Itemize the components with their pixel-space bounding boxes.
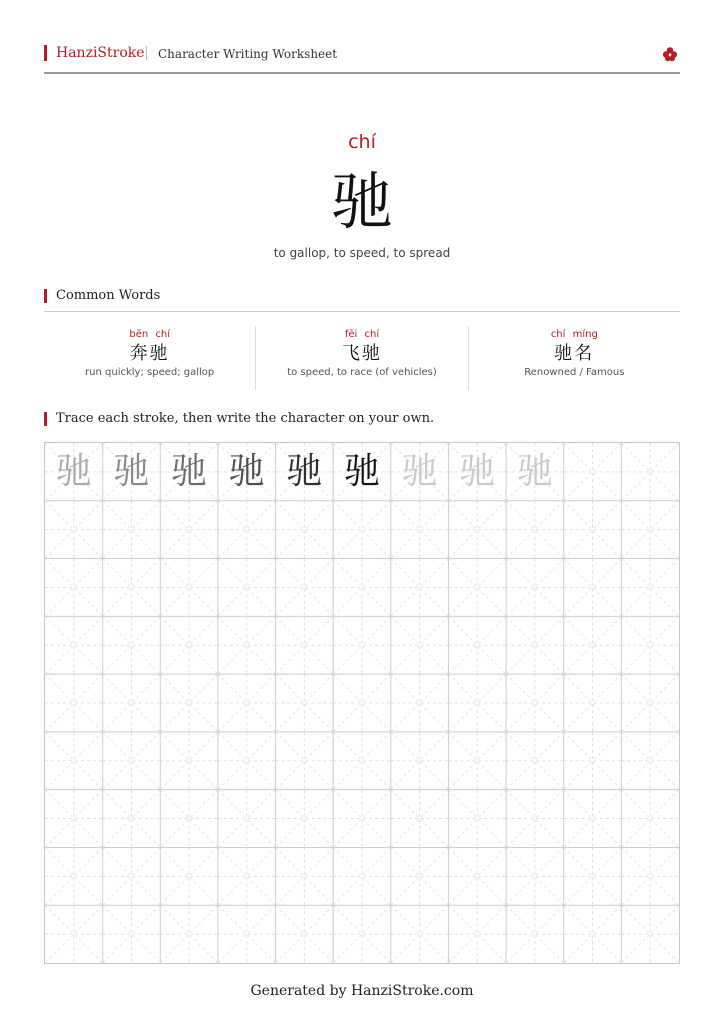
practice-grid[interactable] (44, 442, 680, 964)
word-hanzi: 奔驰 (129, 343, 170, 364)
stroke-step-cell: 驰 (55, 451, 92, 492)
worksheet-subtitle: Character Writing Worksheet (158, 47, 338, 61)
word-pinyin: bēn chí (129, 329, 170, 340)
word-card (44, 326, 255, 390)
brand-name[interactable]: HanziStroke (56, 45, 145, 61)
common-words-title: Common Words (56, 288, 161, 303)
stroke-step-cell: 驰 (286, 451, 323, 492)
word-card (255, 326, 467, 390)
header-divider (44, 72, 680, 74)
trace-character: 驰 (401, 451, 438, 492)
stroke-step-cell: 驰 (113, 451, 150, 492)
stroke-step-cell: 驰 (344, 451, 381, 492)
header-accent-bar (44, 45, 47, 61)
word-hanzi: 飞驰 (341, 343, 382, 364)
footer-credit: Generated by HanziStroke.com (250, 983, 474, 999)
word-card (468, 326, 680, 390)
flower-logo-icon (662, 46, 678, 62)
grid-lines (45, 443, 679, 963)
word-meaning: Renowned / Famous (524, 367, 625, 378)
trace-character: 驰 (459, 451, 496, 492)
practice-instruction: Trace each stroke, then write the character on your own. (56, 411, 435, 426)
header-separator (146, 46, 147, 60)
trace-character: 驰 (516, 451, 553, 492)
character-pinyin: chí (348, 131, 376, 153)
worksheet-header (44, 44, 680, 74)
section-accent-bar (44, 412, 47, 426)
word-meaning: to speed, to race (of vehicles) (287, 367, 437, 378)
stroke-step-cell: 驰 (228, 451, 265, 492)
word-pinyin: fēi chí (344, 329, 380, 340)
section-accent-bar (44, 289, 47, 303)
stroke-step-cell: 驰 (171, 451, 208, 492)
word-hanzi: 驰名 (554, 343, 595, 364)
word-pinyin: chí míng (550, 329, 598, 340)
common-words-divider (44, 311, 680, 312)
main-character: 驰 (330, 165, 393, 238)
common-words-list (44, 326, 680, 390)
word-meaning: run quickly; speed; gallop (85, 367, 215, 378)
character-meaning: to gallop, to speed, to spread (273, 246, 451, 260)
